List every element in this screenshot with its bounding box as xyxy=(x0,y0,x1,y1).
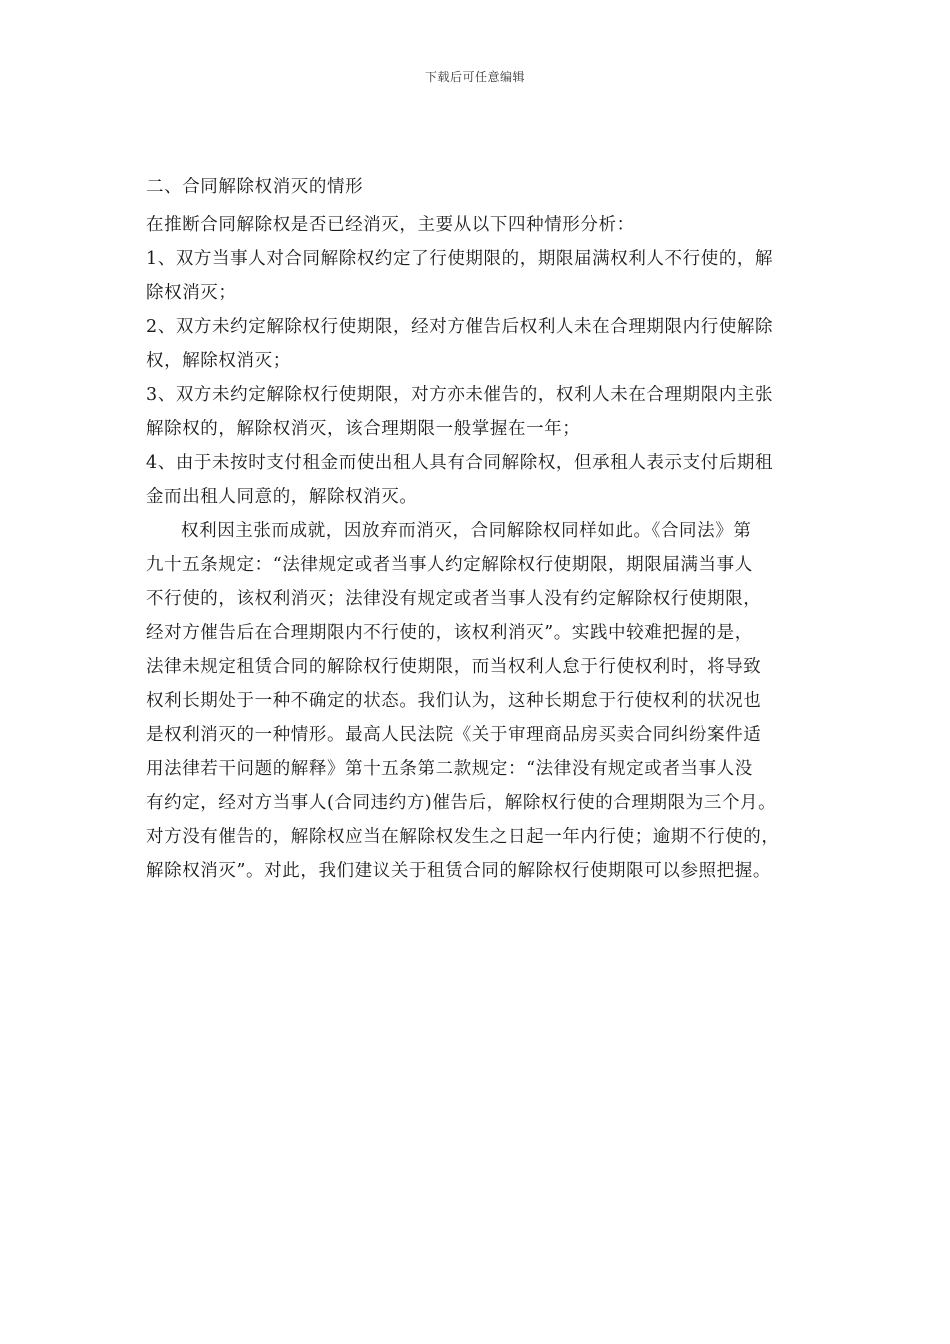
list-item-line: 权，解除权消灭； xyxy=(146,351,291,371)
list-item-line: 3、双方未约定解除权行使期限，对方亦未催告的，权利人未在合理期限内主张 xyxy=(146,385,774,405)
paragraph-line: 是权利消灭的一种情形。最高人民法院《关于审理商品房买卖合同纠纷案件适 xyxy=(146,725,762,745)
intro-line: 在推断合同解除权是否已经消灭，主要从以下四种情形分析： xyxy=(146,215,635,235)
page-header: 下载后可任意编辑 xyxy=(424,70,525,84)
paragraph-line: 法律未规定租赁合同的解除权行使期限，而当权利人怠于行使权利时，将导致 xyxy=(146,657,762,677)
list-item-line: 除权消灭； xyxy=(146,283,237,303)
paragraph-line: 对方没有催告的，解除权应当在解除权发生之日起一年内行使；逾期不行使的， xyxy=(146,827,780,847)
list-item xyxy=(146,378,811,446)
body-paragraph xyxy=(146,514,811,888)
section-heading: 二、合同解除权消灭的情形 xyxy=(146,177,364,197)
list-item xyxy=(146,446,811,514)
paragraph-line: 权利长期处于一种不确定的状态。我们认为，这种长期怠于行使权利的状况也 xyxy=(146,691,762,711)
list-item-line: 1、双方当事人对合同解除权约定了行使期限的，期限届满权利人不行使的，解 xyxy=(146,249,774,269)
paragraph-line: 九十五条规定：“法律规定或者当事人约定解除权行使期限，期限届满当事人 xyxy=(146,555,753,575)
list-item-line: 金而出租人同意的，解除权消灭。 xyxy=(146,487,418,507)
list-item xyxy=(146,310,811,378)
paragraph-line: 解除权消灭”。对此，我们建议关于租赁合同的解除权行使期限可以参照把握。 xyxy=(146,861,771,881)
document-body xyxy=(146,170,811,888)
list-item-line: 2、双方未约定解除权行使期限，经对方催告后权利人未在合理期限内行使解除 xyxy=(146,317,774,337)
paragraph-line: 经对方催告后在合理期限内不行使的，该权利消灭”。实践中较难把握的是， xyxy=(146,623,753,643)
paragraph-line: 有约定，经对方当事人(合同违约方)催告后，解除权行使的合理期限为三个月。 xyxy=(146,793,777,813)
list-item-line: 4、由于未按时支付租金而使出租人具有合同解除权，但承租人表示支付后期租 xyxy=(146,453,774,473)
list-item-line: 解除权的，解除权消灭，该合理期限一般掌握在一年； xyxy=(146,419,581,439)
paragraph-line: 不行使的，该权利消灭；法律没有规定或者当事人没有约定解除权行使期限， xyxy=(146,589,762,609)
list-item xyxy=(146,242,811,310)
paragraph-line: 用法律若干问题的解释》第十五条第二款规定：“法律没有规定或者当事人没 xyxy=(146,759,753,779)
paragraph-line: 权利因主张而成就，因放弃而消灭，合同解除权同样如此。《合同法》第 xyxy=(181,521,752,541)
